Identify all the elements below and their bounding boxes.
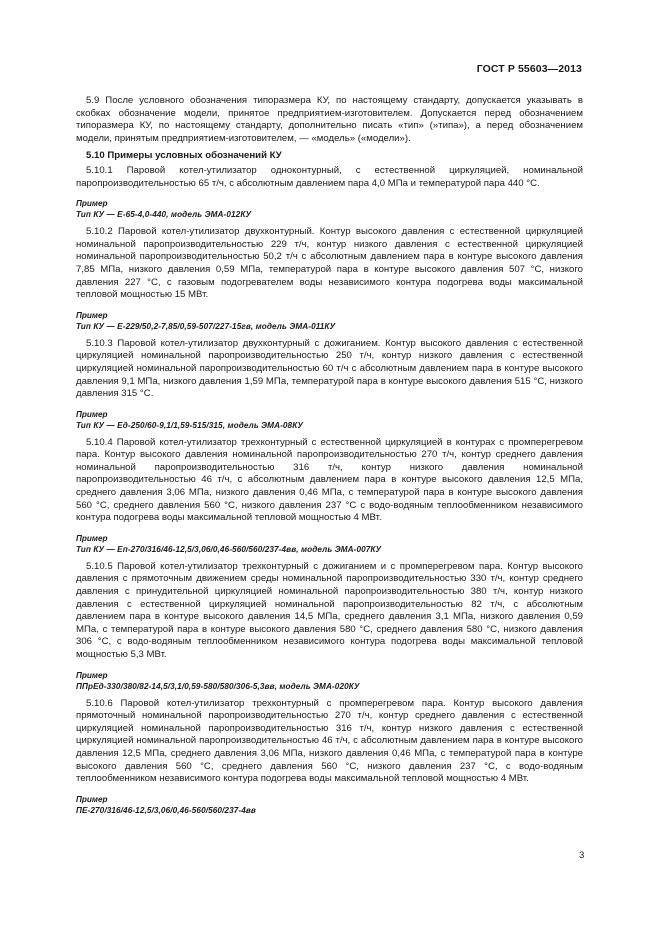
example-label: Пример [76, 409, 108, 419]
document-body [76, 95, 583, 822]
example-label: Пример [76, 533, 108, 543]
page-number: 3 [579, 850, 585, 861]
example-label: Пример [76, 794, 108, 804]
example-label: Пример [76, 199, 108, 209]
example-designation: Тип КУ — Е-65-4,0-440, модель ЭМА-012КУ [76, 210, 252, 220]
example-designation: Тип КУ — Еп-270/316/46-12,5/3,06/0,46-560/560/237-4вв, модель ЭМА-007КУ [76, 544, 382, 554]
paragraph-5-10-1: 5.10.1 Паровой котел-утилизатор одноконтурный, с естественной циркуляцией, номинальной паропроизводительностью 65 т/ч, с абсолютным давлением пара 4,0 МПа и температурой пара 440 °С. [76, 164, 583, 189]
paragraph-5-9: 5.9 После условного обозначения типоразмера КУ, по настоящему стандарту, допускается указывать в скобках обозначение модели, принятое предприятием-изготовителем. Допускается перед обозначением типоразмера КУ, по настоящему стандарту, дополнительно писать «тип» (»типа»), а перед обозначением модели, принятым предприятием-изготовителем, — «модель» («модели»). [76, 95, 583, 144]
example-label: Пример [76, 310, 108, 320]
paragraph-5-10-2: 5.10.2 Паровой котел-утилизатор двухконтурный. Контур высокого давления с естественной циркуляцией номинальной паропроизводительностью 229 т/ч, контур низкого давления с естественной циркуляцией номинальной паропроизводительностью 50,2 т/ч с абсолютным давлением пара в контуре высокого давления 7,85 МПа, низкого давления 0,59 МПа, температурой пара в контуре высокого давления 507 °С, низкого давления 227 °С, с газовым подогревателем воды независимого контура подогрева воды максимальной тепловой мощностью 15 МВт. [76, 226, 583, 301]
standard-header: ГОСТ Р 55603—2013 [476, 63, 582, 75]
paragraph-5-10-4: 5.10.4 Паровой котел-утилизатор трехконтурный с естественной циркуляцией в контурах с промперегревом пара. Контур высокого давления номинальной паропроизводительностью 270 т/ч, контур среднего давления номинальной паропроизводительностью 316 т/ч, контур низкого давления номинальной паропроизводительностью 46 т/ч, с абсолютным давлением пара в контуре высокого давления 12,5 МПа, среднего давления 3,06 МПа, низкого давления 0,46 МПа, с температурой пара в контуре высокого давления 560 °С, среднего давления 560 °С, низкого давления 237 °С с водо-водяным теплообменником независимого контура подогрева воды максимальной тепловой мощностью 4 МВт. [76, 436, 583, 524]
paragraph-5-10-6: 5.10.6 Паровой котел-утилизатор трехконтурный с промперегревом пара. Контур высокого давления прямоточный номинальной паропроизводительностью 270 т/ч, контур среднего давления с естественной циркуляцией номинальной паропроизводительностью 316 т/ч, контур низкого давления с естественной циркуляцией номинальной паропроизводительностью 46 т/ч, с абсолютным давлением пара в контуре высокого давления 12,5 МПа, среднего давления 3,06 МПа, низкого давления 0,46 МПа, с температурой пара в контуре высокого давления 560 °С, среднего давления 560 °С, низкого давления 237 °С, с водо-водяным теплообменником независимого контура подогрева воды максимальной тепловой мощностью 4 МВт. [76, 697, 583, 785]
example-designation: Тип КУ — Е-229/50,2-7,85/0,59-507/227-15гв, модель ЭМА-011КУ [76, 321, 336, 331]
example-designation: ПЕ-270/316/46-12,5/3,06/0,46-560/560/237-4вв [76, 805, 256, 815]
example-label: Пример [76, 670, 108, 680]
example-designation: ППрЕд-330/380/82-14,5/3,1/0,59-580/580/306-5,3вв, модель ЭМА-020КУ [76, 681, 360, 691]
paragraph-5-10-3: 5.10.3 Паровой котел-утилизатор двухконтурный с дожиганием. Контур высокого давления с естественной циркуляцией номинальной паропроизводительностью 250 т/ч, контур низкого давления с естественной циркуляцией номинальной паропроизводительностью 60 т/ч с абсолютным давлением пара в контуре высокого давления 9,1 МПа, низкого давления 1,59 МПа, температурой пара в контуре высокого давления 515 °С, низкого давления 315 °С. [76, 337, 583, 400]
section-heading-5-10: 5.10 Примеры условных обозначений КУ [86, 150, 282, 162]
example-designation: Тип КУ — Ед-250/60-9,1/1,59-515/315, модель ЭМА-08КУ [76, 420, 303, 430]
paragraph-5-10-5: 5.10.5 Паровой котел-утилизатор трехконтурный с дожиганием и с промперегревом пара. Контур высокого давления с прямоточным движением среды номинальной паропроизводительностью 330 т/ч, контур среднего давления с принудительной циркуляцией номинальной паропроизводительностью 380 т/ч, контур низкого давления с естественной циркуляцией номинальной паропроизводительностью 82 т/ч, с абсолютным давлением пара в контуре высокого давления 14,5 МПа, среднего давления 3,1 МПа, низкого давления 0,59 МПа, с температурой пара в контуре высокого давления 580 °С, среднего давления 580 °С, низкого давления 306 °С, с водо-водяным теплообменником независимого контура подогрева воды максимальной тепловой мощностью 5,3 МВт. [76, 560, 583, 660]
